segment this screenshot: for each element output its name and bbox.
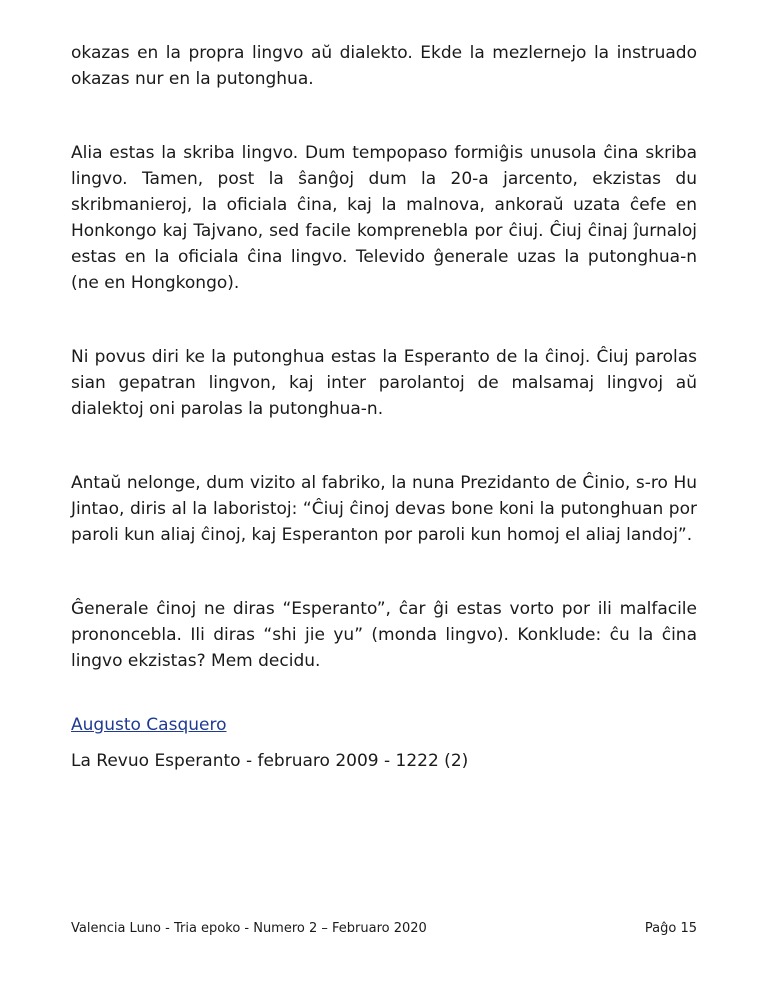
paragraph-3: Ni povus diri ke la putonghua estas la Esperanto de la ĉinoj. Ĉiuj parolas sian gepatran lingvon, kaj inter parolantoj de malsamaj lingvoj aŭ dialektoj oni parolas la putonghua-n. (71, 347, 697, 419)
article-body (71, 40, 697, 774)
source-citation: La Revuo Esperanto - februaro 2009 - 1222 (2) (71, 751, 469, 771)
paragraph-5: Ĝenerale ĉinoj ne diras “Esperanto”, ĉar ĝi estas vorto por ili malfacile prononcebla. Ili diras “shi jie yu” (monda lingvo). Konklude: ĉu la ĉina lingvo ekzistas? Mem decidu. (71, 599, 697, 671)
footer-publication: Valencia Luno - Tria epoko - Numero 2 – Februaro 2020 (71, 921, 427, 936)
paragraph-2: Alia estas la skriba lingvo. Dum tempopaso formiĝis unusola ĉina skriba lingvo. Tamen, post la ŝanĝoj dum la 20-a jarcento, ekzistas du skribmanieroj, la oficiala ĉina, kaj la malnova, ankoraŭ uzata ĉefe en Honkongo kaj Tajvano, sed facile komprenebla por ĉiuj. Ĉiuj ĉinaj ĵurnaloj estas en la oficiala ĉina lingvo. Televido ĝenerale uzas la putonghua-n (ne en Hongkongo). (71, 143, 697, 293)
page-number: Paĝo 15 (644, 921, 697, 936)
author-link[interactable]: Augusto Casquero (71, 715, 227, 735)
page-footer (71, 920, 697, 938)
paragraph-1: okazas en la propra lingvo aŭ dialekto. Ekde la mezlernejo la instruado okazas nur en la putonghua. (71, 43, 697, 89)
paragraph-4: Antaŭ nelonge, dum vizito al fabriko, la nuna Prezidanto de Ĉinio, s-ro Hu Jintao, diris al la laboristoj: “Ĉiuj ĉinoj devas bone koni la putonghuan por paroli kun aliaj ĉinoj, kaj Esperanton por paroli kun homoj el aliaj landoj”. (71, 473, 697, 545)
